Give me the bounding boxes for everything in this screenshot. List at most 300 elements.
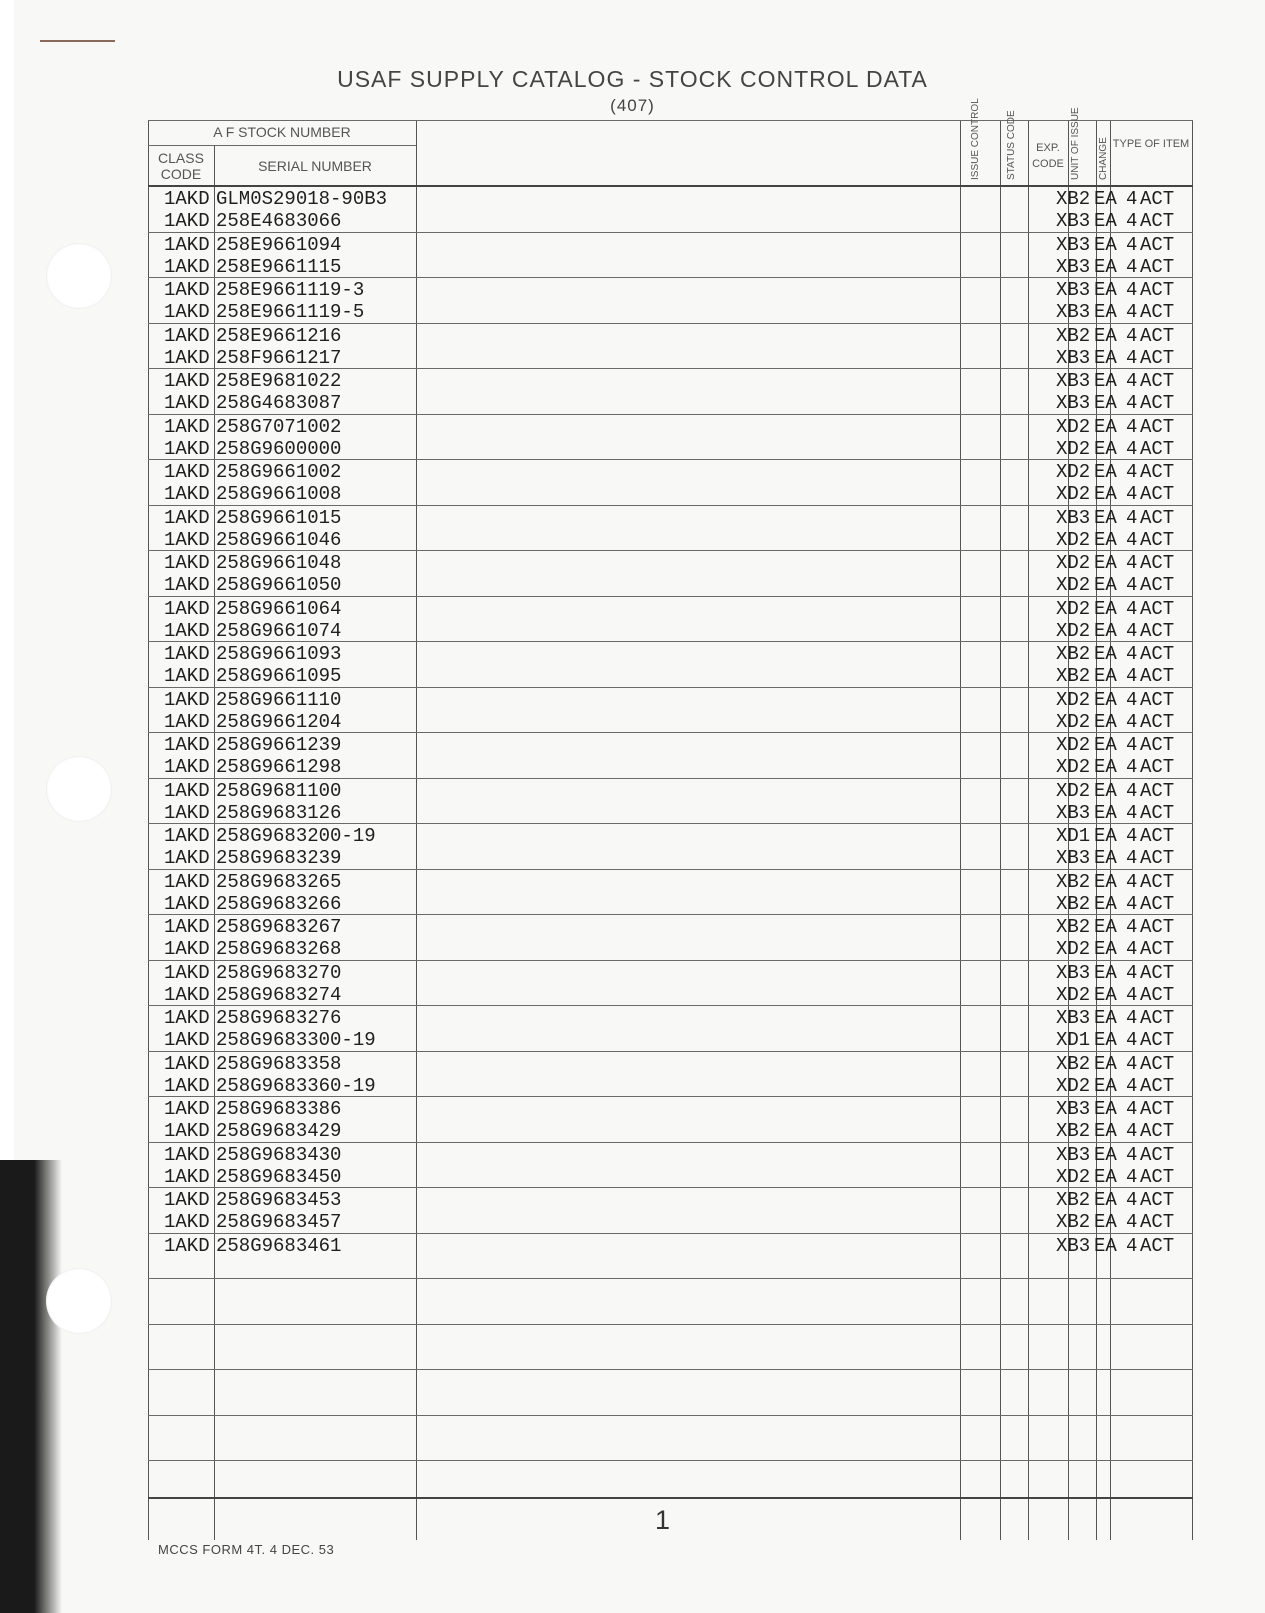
type-of-item-cell: ACT <box>1140 597 1175 620</box>
exp-code-cell: XD2 <box>1056 779 1091 802</box>
type-of-item-cell: ACT <box>1140 1211 1175 1233</box>
type-of-item-cell: ACT <box>1140 938 1175 960</box>
exp-code-cell: XB3 <box>1056 279 1091 301</box>
serial-number-cell: 258G9661046 <box>216 528 342 551</box>
unit-of-issue-cell: EA <box>1094 734 1117 756</box>
class-code-cell: 1AKD <box>164 1189 210 1211</box>
table-row <box>148 529 1193 551</box>
type-of-item-cell: ACT <box>1140 892 1175 915</box>
table-row <box>148 1166 1193 1188</box>
table-row <box>148 392 1193 414</box>
change-cell: 4 <box>1126 392 1138 414</box>
exp-code-cell: XD1 <box>1056 825 1091 847</box>
unit-of-issue-cell: EA <box>1094 483 1117 505</box>
class-code-cell: 1AKD <box>164 233 210 256</box>
table-row <box>148 347 1193 369</box>
serial-number-header: SERIAL NUMBER <box>258 158 372 174</box>
table-row <box>148 279 1193 301</box>
change-cell: 4 <box>1126 437 1138 460</box>
unit-of-issue-cell: EA <box>1094 619 1117 642</box>
form-footer: MCCS FORM 4T. 4 DEC. 53 <box>158 1542 335 1557</box>
grid-line <box>148 145 416 146</box>
unit-of-issue-cell: EA <box>1094 188 1117 210</box>
table-row <box>148 620 1193 642</box>
type-of-item-cell: ACT <box>1140 779 1175 802</box>
unit-of-issue-cell: EA <box>1094 255 1117 278</box>
row-rule <box>148 1460 1193 1461</box>
table-row <box>148 847 1193 869</box>
unit-of-issue-cell: EA <box>1094 938 1117 960</box>
table-row <box>148 916 1193 938</box>
type-of-item-cell: ACT <box>1140 1074 1175 1097</box>
unit-of-issue-cell: EA <box>1094 983 1117 1006</box>
row-rule <box>148 823 1193 824</box>
table-row <box>148 893 1193 915</box>
unit-of-issue-cell: EA <box>1094 370 1117 392</box>
exp-code-cell: XB3 <box>1056 233 1091 256</box>
type-of-item-cell: ACT <box>1140 688 1175 711</box>
binder-hole-top <box>46 243 112 309</box>
serial-number-cell: 258G9661064 <box>216 597 342 620</box>
table-row <box>148 234 1193 256</box>
unit-of-issue-cell: EA <box>1094 552 1117 574</box>
table-row <box>148 665 1193 687</box>
exp-code-cell: XB2 <box>1056 643 1091 665</box>
change-cell: 4 <box>1126 643 1138 665</box>
serial-number-cell: 258G9683266 <box>216 892 342 915</box>
type-of-item-cell: ACT <box>1140 734 1175 756</box>
type-of-item-cell: ACT <box>1140 233 1175 256</box>
exp-code-cell: XB3 <box>1056 346 1091 369</box>
change-cell: 4 <box>1126 870 1138 893</box>
type-of-item-cell: ACT <box>1140 506 1175 529</box>
change-cell: 4 <box>1126 847 1138 869</box>
table-row <box>148 325 1193 347</box>
unit-of-issue-cell: EA <box>1094 847 1117 869</box>
change-cell: 4 <box>1126 619 1138 642</box>
class-code-cell: 1AKD <box>164 1211 210 1233</box>
exp-code-cell: XD2 <box>1056 552 1091 574</box>
change-cell: 4 <box>1126 1189 1138 1211</box>
class-code-cell: 1AKD <box>164 756 210 778</box>
type-of-item-cell: ACT <box>1140 1029 1175 1051</box>
row-rule <box>148 459 1193 460</box>
serial-number-cell: 258G9661008 <box>216 483 342 505</box>
type-of-item-cell: ACT <box>1140 255 1175 278</box>
unit-of-issue-cell: EA <box>1094 574 1117 596</box>
type-of-item-cell: ACT <box>1140 961 1175 984</box>
unit-of-issue-cell: EA <box>1094 643 1117 665</box>
unit-of-issue-cell: EA <box>1094 210 1117 232</box>
serial-number-cell: 258G9683360-19 <box>216 1074 376 1097</box>
row-rule <box>148 1005 1193 1006</box>
change-cell: 4 <box>1126 1165 1138 1188</box>
exp-code-cell: XD2 <box>1056 483 1091 505</box>
change-cell: 4 <box>1126 255 1138 278</box>
row-rule <box>148 687 1193 688</box>
row-rule <box>148 596 1193 597</box>
serial-number-cell: 258G9683457 <box>216 1211 342 1233</box>
exp-code-cell: XB3 <box>1056 1234 1091 1257</box>
exp-code-cell: XD2 <box>1056 734 1091 756</box>
row-rule <box>148 505 1193 506</box>
type-of-item-cell: ACT <box>1140 415 1175 438</box>
table-row <box>148 802 1193 824</box>
unit-of-issue-cell: EA <box>1094 279 1117 301</box>
class-code-cell: 1AKD <box>164 1007 210 1029</box>
page-number: 1 <box>655 1505 671 1535</box>
row-rule <box>148 232 1193 233</box>
change-cell: 4 <box>1126 983 1138 1006</box>
page-edge-shadow <box>0 1160 62 1613</box>
row-rule <box>148 323 1193 324</box>
exp-code-cell: XB2 <box>1056 916 1091 938</box>
serial-number-cell: 258G9661074 <box>216 619 342 642</box>
table-row <box>148 1029 1193 1051</box>
table-row <box>148 438 1193 460</box>
class-code-cell: 1AKD <box>164 506 210 529</box>
serial-number-cell: 258G9681100 <box>216 779 342 802</box>
class-code-cell: 1AKD <box>164 688 210 711</box>
serial-number-cell: 258G9683429 <box>216 1120 342 1142</box>
unit-of-issue-cell: EA <box>1094 324 1117 347</box>
table-row <box>148 711 1193 733</box>
table-row <box>148 370 1193 392</box>
type-of-item-cell: ACT <box>1140 1098 1175 1120</box>
unit-of-issue-cell: EA <box>1094 233 1117 256</box>
change-cell: 4 <box>1126 1052 1138 1075</box>
binder-hole-middle <box>46 756 112 822</box>
serial-number-cell: 258G9661093 <box>216 643 342 665</box>
exp-code-cell: XD2 <box>1056 938 1091 960</box>
type-of-item-cell: ACT <box>1140 1120 1175 1142</box>
serial-number-cell: GLM0S29018-90B3 <box>216 188 388 210</box>
serial-number-cell: 258G9683239 <box>216 847 342 869</box>
unit-of-issue-cell: EA <box>1094 1143 1117 1166</box>
serial-number-cell: 258G9661298 <box>216 756 342 778</box>
serial-number-cell: 258G9683274 <box>216 983 342 1006</box>
serial-number-cell: 258E9661119-5 <box>216 301 365 323</box>
unit-of-issue-cell: EA <box>1094 1007 1117 1029</box>
change-cell: 4 <box>1126 801 1138 824</box>
change-cell: 4 <box>1126 779 1138 802</box>
class-code-cell: 1AKD <box>164 188 210 210</box>
serial-number-cell: 258E9661119-3 <box>216 279 365 301</box>
type-of-item-cell: ACT <box>1140 279 1175 301</box>
row-rule <box>148 960 1193 961</box>
exp-code-cell: XB3 <box>1056 1098 1091 1120</box>
exp-code-cell: XD2 <box>1056 574 1091 596</box>
row-rule <box>148 277 1193 278</box>
row-rule <box>148 414 1193 415</box>
serial-number-cell: 258G9683200-19 <box>216 825 376 847</box>
unit-of-issue-cell: EA <box>1094 892 1117 915</box>
exp-code-cell: XD2 <box>1056 528 1091 551</box>
serial-number-cell: 258G9661050 <box>216 574 342 596</box>
serial-number-cell: 258E9681022 <box>216 370 342 392</box>
class-code-cell: 1AKD <box>164 597 210 620</box>
type-of-item-cell: ACT <box>1140 619 1175 642</box>
change-header: CHANGE <box>1098 137 1109 180</box>
table-row <box>148 1211 1193 1233</box>
class-code-cell: 1AKD <box>164 825 210 847</box>
class-code-header: CLASS CODE <box>158 150 204 182</box>
class-code-cell: 1AKD <box>164 301 210 323</box>
class-code-cell: 1AKD <box>164 528 210 551</box>
serial-number-cell: 258G9683386 <box>216 1098 342 1120</box>
class-code-cell: 1AKD <box>164 324 210 347</box>
exp-code-cell: XD2 <box>1056 1165 1091 1188</box>
exp-code-cell: XD2 <box>1056 756 1091 778</box>
table-row <box>148 756 1193 778</box>
serial-number-cell: 258G9683276 <box>216 1007 342 1029</box>
unit-of-issue-cell: EA <box>1094 801 1117 824</box>
change-cell: 4 <box>1126 1007 1138 1029</box>
type-of-item-cell: ACT <box>1140 710 1175 733</box>
class-code-cell: 1AKD <box>164 801 210 824</box>
unit-of-issue-cell: EA <box>1094 1120 1117 1142</box>
grid-line <box>148 185 1193 187</box>
type-of-item-cell: ACT <box>1140 643 1175 665</box>
unit-of-issue-cell: EA <box>1094 916 1117 938</box>
type-of-item-cell: ACT <box>1140 1052 1175 1075</box>
row-rule <box>148 732 1193 733</box>
exp-code-cell: XD2 <box>1056 461 1091 483</box>
class-code-cell: 1AKD <box>164 961 210 984</box>
table-row <box>148 643 1193 665</box>
change-cell: 4 <box>1126 756 1138 778</box>
class-code-cell: 1AKD <box>164 734 210 756</box>
unit-of-issue-cell: EA <box>1094 870 1117 893</box>
type-of-item-cell: ACT <box>1140 1234 1175 1257</box>
exp-code-cell: XB2 <box>1056 892 1091 915</box>
class-code-cell: 1AKD <box>164 1098 210 1120</box>
unit-of-issue-cell: EA <box>1094 779 1117 802</box>
class-code-cell: 1AKD <box>164 1052 210 1075</box>
unit-of-issue-cell: EA <box>1094 1029 1117 1051</box>
table-row <box>148 301 1193 323</box>
type-of-item-cell: ACT <box>1140 437 1175 460</box>
exp-code-cell: XB3 <box>1056 961 1091 984</box>
exp-code-cell: XB2 <box>1056 870 1091 893</box>
change-cell: 4 <box>1126 483 1138 505</box>
table-row <box>148 689 1193 711</box>
change-cell: 4 <box>1126 665 1138 687</box>
binder-hole-bottom <box>46 1268 112 1334</box>
table-row <box>148 734 1193 756</box>
class-code-cell: 1AKD <box>164 710 210 733</box>
row-rule <box>148 641 1193 642</box>
change-cell: 4 <box>1126 370 1138 392</box>
change-cell: 4 <box>1126 210 1138 232</box>
class-code-cell: 1AKD <box>164 938 210 960</box>
table-row <box>148 780 1193 802</box>
row-rule <box>148 368 1193 369</box>
unit-of-issue-cell: EA <box>1094 710 1117 733</box>
exp-code-cell: XB2 <box>1056 1120 1091 1142</box>
type-of-item-cell: ACT <box>1140 392 1175 414</box>
change-cell: 4 <box>1126 961 1138 984</box>
exp-code-cell: XB3 <box>1056 210 1091 232</box>
table-row <box>148 871 1193 893</box>
serial-number-cell: 258G9661239 <box>216 734 342 756</box>
unit-of-issue-cell: EA <box>1094 301 1117 323</box>
type-of-item-cell: ACT <box>1140 346 1175 369</box>
change-cell: 4 <box>1126 1098 1138 1120</box>
change-cell: 4 <box>1126 188 1138 210</box>
type-of-item-cell: ACT <box>1140 1143 1175 1166</box>
row-rule <box>148 1324 1193 1325</box>
table-row <box>148 483 1193 505</box>
class-code-cell: 1AKD <box>164 255 210 278</box>
table-row <box>148 461 1193 483</box>
unit-of-issue-cell: EA <box>1094 506 1117 529</box>
table-row <box>148 598 1193 620</box>
serial-number-cell: 258G9661095 <box>216 665 342 687</box>
row-rule <box>148 1187 1193 1188</box>
class-code-cell: 1AKD <box>164 916 210 938</box>
unit-of-issue-cell: EA <box>1094 1234 1117 1257</box>
table-row <box>148 416 1193 438</box>
exp-code-cell: XB2 <box>1056 665 1091 687</box>
serial-number-cell: 258G4683087 <box>216 392 342 414</box>
change-cell: 4 <box>1126 938 1138 960</box>
table-bottom-rule <box>148 1497 1193 1499</box>
table-row <box>148 962 1193 984</box>
issue-control-header: ISSUE CONTROL <box>970 98 981 180</box>
page-title: USAF SUPPLY CATALOG - STOCK CONTROL DATA <box>337 66 928 92</box>
class-code-cell: 1AKD <box>164 370 210 392</box>
exp-code-cell: XD1 <box>1056 1029 1091 1051</box>
row-rule <box>148 1278 1193 1279</box>
exp-code-cell: XD2 <box>1056 1074 1091 1097</box>
type-of-item-cell: ACT <box>1140 483 1175 505</box>
unit-of-issue-cell: EA <box>1094 392 1117 414</box>
change-cell: 4 <box>1126 1029 1138 1051</box>
class-code-cell: 1AKD <box>164 847 210 869</box>
serial-number-cell: 258G9661048 <box>216 552 342 574</box>
table-row <box>148 574 1193 596</box>
exp-code-cell: XB2 <box>1056 1189 1091 1211</box>
class-code-cell: 1AKD <box>164 574 210 596</box>
change-cell: 4 <box>1126 1211 1138 1233</box>
row-rule <box>148 1142 1193 1143</box>
class-code-cell: 1AKD <box>164 392 210 414</box>
exp-code-header: EXP. CODE <box>1032 142 1064 170</box>
serial-number-cell: 258E4683066 <box>216 210 342 232</box>
exp-code-cell: XD2 <box>1056 710 1091 733</box>
serial-number-cell: 258G9683450 <box>216 1165 342 1188</box>
unit-of-issue-cell: EA <box>1094 415 1117 438</box>
change-cell: 4 <box>1126 734 1138 756</box>
type-of-item-cell: ACT <box>1140 983 1175 1006</box>
class-code-cell: 1AKD <box>164 983 210 1006</box>
type-of-item-cell: ACT <box>1140 210 1175 232</box>
unit-of-issue-header: UNIT OF ISSUE <box>1070 107 1081 180</box>
class-code-cell: 1AKD <box>164 346 210 369</box>
page-subtitle: (407) <box>610 96 655 115</box>
serial-number-cell: 258G9661002 <box>216 461 342 483</box>
serial-number-cell: 258G9600000 <box>216 437 342 460</box>
type-of-item-cell: ACT <box>1140 756 1175 778</box>
table-row <box>148 984 1193 1006</box>
type-of-item-cell: ACT <box>1140 916 1175 938</box>
unit-of-issue-cell: EA <box>1094 1052 1117 1075</box>
type-of-item-cell: ACT <box>1140 1189 1175 1211</box>
unit-of-issue-cell: EA <box>1094 1098 1117 1120</box>
change-cell: 4 <box>1126 279 1138 301</box>
type-of-item-cell: ACT <box>1140 1165 1175 1188</box>
table-row <box>148 507 1193 529</box>
row-rule <box>148 1233 1193 1234</box>
row-rule <box>148 914 1193 915</box>
type-of-item-cell: ACT <box>1140 870 1175 893</box>
serial-number-cell: 258G9683300-19 <box>216 1029 376 1051</box>
unit-of-issue-cell: EA <box>1094 1165 1117 1188</box>
table-row <box>148 256 1193 278</box>
type-of-item-cell: ACT <box>1140 574 1175 596</box>
change-cell: 4 <box>1126 552 1138 574</box>
serial-number-cell: 258G9683461 <box>216 1234 342 1257</box>
unit-of-issue-cell: EA <box>1094 1074 1117 1097</box>
change-cell: 4 <box>1126 301 1138 323</box>
row-rule <box>148 1415 1193 1416</box>
change-cell: 4 <box>1126 346 1138 369</box>
exp-code-cell: XD2 <box>1056 597 1091 620</box>
table-row <box>148 1053 1193 1075</box>
class-code-cell: 1AKD <box>164 461 210 483</box>
exp-code-cell: XB3 <box>1056 301 1091 323</box>
serial-number-cell: 258G9661204 <box>216 710 342 733</box>
serial-number-cell: 258G9683270 <box>216 961 342 984</box>
change-cell: 4 <box>1126 574 1138 596</box>
af-stock-number-header: A F STOCK NUMBER <box>213 124 351 140</box>
exp-code-cell: XB3 <box>1056 1007 1091 1029</box>
change-cell: 4 <box>1126 1234 1138 1257</box>
class-code-cell: 1AKD <box>164 892 210 915</box>
table-row <box>148 825 1193 847</box>
unit-of-issue-cell: EA <box>1094 1189 1117 1211</box>
serial-number-cell: 258E9661115 <box>216 255 342 278</box>
table-row <box>148 1235 1193 1257</box>
unit-of-issue-cell: EA <box>1094 1211 1117 1233</box>
exp-code-cell: XD2 <box>1056 688 1091 711</box>
exp-code-cell: XB3 <box>1056 847 1091 869</box>
type-of-item-cell: ACT <box>1140 801 1175 824</box>
change-cell: 4 <box>1126 688 1138 711</box>
row-rule <box>148 1051 1193 1052</box>
unit-of-issue-cell: EA <box>1094 597 1117 620</box>
row-rule <box>148 778 1193 779</box>
change-cell: 4 <box>1126 461 1138 483</box>
unit-of-issue-cell: EA <box>1094 825 1117 847</box>
serial-number-cell: 258G9683430 <box>216 1143 342 1166</box>
change-cell: 4 <box>1126 324 1138 347</box>
type-of-item-cell: ACT <box>1140 1007 1175 1029</box>
exp-code-cell: XB2 <box>1056 1052 1091 1075</box>
class-code-cell: 1AKD <box>164 415 210 438</box>
table-row <box>148 210 1193 232</box>
exp-code-cell: XB3 <box>1056 801 1091 824</box>
unit-of-issue-cell: EA <box>1094 665 1117 687</box>
type-of-item-cell: ACT <box>1140 552 1175 574</box>
serial-number-cell: 258E9661094 <box>216 233 342 256</box>
change-cell: 4 <box>1126 825 1138 847</box>
serial-number-cell: 258G9683268 <box>216 938 342 960</box>
serial-number-cell: 258G9683126 <box>216 801 342 824</box>
change-cell: 4 <box>1126 916 1138 938</box>
serial-number-cell: 258G9661015 <box>216 506 342 529</box>
